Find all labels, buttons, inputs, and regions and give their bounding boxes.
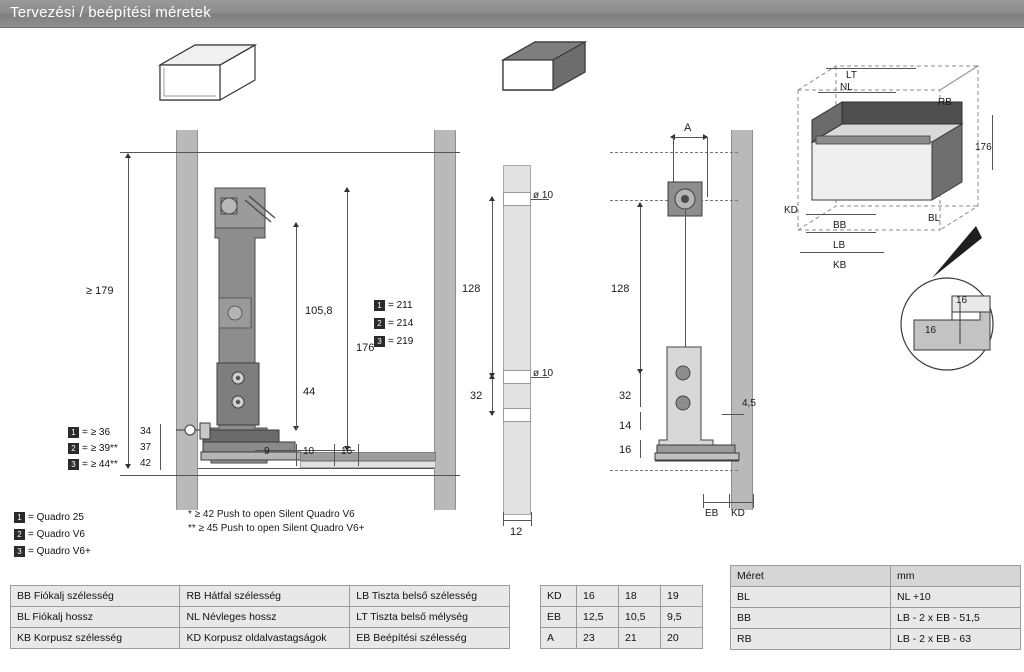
size-cell: RB bbox=[731, 629, 891, 650]
panel-front-view bbox=[503, 165, 531, 515]
cabinet-wall-right bbox=[434, 130, 456, 510]
front-pin-detail bbox=[176, 418, 226, 442]
kd-cell: 23 bbox=[577, 628, 619, 649]
badge-2: 2 bbox=[374, 318, 385, 329]
section-mechanism bbox=[655, 345, 745, 475]
dim-179-line bbox=[128, 156, 129, 468]
dim-A-label: A bbox=[684, 122, 692, 134]
iso-BL-label: BL bbox=[928, 213, 941, 224]
iso-BB-label: BB bbox=[833, 220, 847, 231]
glossary-cell: NL Névleges hossz bbox=[180, 607, 350, 628]
section-dash-top bbox=[610, 152, 738, 153]
table-row bbox=[11, 607, 510, 628]
drawer-icon-closed bbox=[495, 38, 590, 108]
iso-NL-label: NL bbox=[840, 82, 853, 93]
legend-label-1: = Quadro 25 bbox=[28, 512, 84, 524]
dim-44-line bbox=[296, 378, 297, 430]
table-row bbox=[11, 586, 510, 607]
variant-height-2 bbox=[374, 318, 413, 329]
hole-lower bbox=[503, 370, 531, 384]
iso-LB-label: LB bbox=[833, 240, 846, 251]
badge-3-left: 3 bbox=[68, 459, 79, 470]
footnote-2: ** ≥ 45 Push to open Silent Quadro V6+ bbox=[188, 523, 365, 534]
size-header-cell: mm bbox=[891, 566, 1021, 587]
eb-kd-line bbox=[703, 502, 753, 503]
badge-2-left: 2 bbox=[68, 443, 79, 454]
kd-cell: 20 bbox=[661, 628, 703, 649]
iso-KD-label: KD bbox=[784, 205, 798, 216]
dim-16-label: 16 bbox=[341, 446, 353, 457]
legend-item-3 bbox=[14, 546, 91, 557]
badge-1: 1 bbox=[374, 300, 385, 311]
sec-dim-16-label: 16 bbox=[619, 444, 632, 456]
mid-dim-32-label: 32 bbox=[470, 390, 483, 402]
dim-42-label: 42 bbox=[140, 458, 152, 469]
label-EB: EB bbox=[705, 508, 719, 519]
variant-left-3 bbox=[68, 459, 118, 470]
footnote-1: * ≥ 42 Push to open Silent Quadro V6 bbox=[188, 509, 355, 520]
dim-10-label: 10 bbox=[303, 446, 315, 457]
variant-left-2 bbox=[68, 443, 118, 454]
variant-height-1 bbox=[374, 300, 413, 311]
size-header-cell: Méret bbox=[731, 566, 891, 587]
detail-16-a: 16 bbox=[956, 295, 968, 306]
variant-height-3 bbox=[374, 336, 413, 347]
table-row bbox=[731, 587, 1021, 608]
variant-height-3-value: = 219 bbox=[388, 336, 414, 348]
hole-1-label: ø 10 bbox=[533, 190, 554, 201]
glossary-cell: RB Hátfal szélesség bbox=[180, 586, 350, 607]
mid-dim-128-line bbox=[492, 199, 493, 377]
legend-item-1 bbox=[14, 512, 84, 523]
mid-dim-12-label: 12 bbox=[510, 526, 523, 538]
glossary-cell: KB Korpusz szélesség bbox=[11, 628, 180, 649]
iso-176-label: 176 bbox=[975, 142, 992, 153]
kd-cell: 21 bbox=[619, 628, 661, 649]
sideview-top-line bbox=[120, 152, 460, 153]
kd-cell: 10,5 bbox=[619, 607, 661, 628]
variant-left-1 bbox=[68, 427, 110, 438]
size-cell: LB - 2 x EB - 51,5 bbox=[891, 608, 1021, 629]
dim-176-label: 176 bbox=[356, 342, 375, 354]
iso-RB-label: RB bbox=[938, 97, 952, 108]
dim-A-line bbox=[673, 137, 707, 138]
hole-upper bbox=[503, 192, 531, 206]
mid-dim-32-line bbox=[492, 377, 493, 415]
kd-cell: 12,5 bbox=[577, 607, 619, 628]
hole-bottom bbox=[503, 408, 531, 422]
dim-34-37-42-line bbox=[160, 424, 161, 470]
glossary-cell: BL Fiókalj hossz bbox=[11, 607, 180, 628]
sec-dim-32-line bbox=[640, 373, 641, 407]
detail-leader bbox=[930, 222, 990, 282]
iso-KB-label: KB bbox=[833, 260, 847, 271]
table-header-row bbox=[731, 566, 1021, 587]
dim-37-label: 37 bbox=[140, 442, 152, 453]
badge-legend-1: 1 bbox=[14, 512, 25, 523]
badge-legend-2: 2 bbox=[14, 529, 25, 540]
table-row bbox=[541, 586, 703, 607]
section-bracket-top bbox=[664, 178, 710, 228]
iso-detail-callout bbox=[890, 272, 1005, 372]
kd-cell: 16 bbox=[577, 586, 619, 607]
table-row bbox=[731, 608, 1021, 629]
legend-label-2: = Quadro V6 bbox=[28, 529, 85, 541]
legend-item-2 bbox=[14, 529, 85, 540]
glossary-cell: LT Tiszta belső mélység bbox=[350, 607, 510, 628]
table-row bbox=[11, 628, 510, 649]
kd-cell: 18 bbox=[619, 586, 661, 607]
size-cell: BL bbox=[731, 587, 891, 608]
size-cell: BB bbox=[731, 608, 891, 629]
glossary-cell: LB Tiszta belső szélesség bbox=[350, 586, 510, 607]
size-cell: LB - 2 x EB - 63 bbox=[891, 629, 1021, 650]
mid-dim-12-line bbox=[503, 520, 531, 521]
dim-34-label: 34 bbox=[140, 426, 152, 437]
table-row bbox=[541, 628, 703, 649]
variant-left-1-value: = ≥ 36 bbox=[82, 427, 111, 439]
drawer-runner-base bbox=[300, 461, 436, 468]
detail-16-b: 16 bbox=[925, 325, 937, 336]
kd-row-label: A bbox=[541, 628, 577, 649]
badge-1-left: 1 bbox=[68, 427, 79, 438]
variant-left-2-value: = ≥ 39** bbox=[82, 443, 118, 455]
variant-height-2-value: = 214 bbox=[388, 318, 414, 330]
sec-dim-128-label: 128 bbox=[611, 283, 630, 295]
dim-179-label: ≥ 179 bbox=[86, 285, 114, 297]
variant-height-1-value: = 211 bbox=[388, 300, 413, 312]
page-title: Tervezési / beépítési méretek bbox=[10, 4, 211, 21]
page-header bbox=[0, 0, 1024, 28]
kd-row-label: EB bbox=[541, 607, 577, 628]
drawer-icon-open bbox=[150, 40, 260, 115]
sec-dim-128-line bbox=[640, 205, 641, 373]
glossary-cell: EB Beépítési szélesség bbox=[350, 628, 510, 649]
dim-176-line bbox=[347, 190, 348, 450]
table-row bbox=[731, 629, 1021, 650]
dim-44-label: 44 bbox=[303, 386, 316, 398]
glossary-table bbox=[10, 585, 510, 649]
kd-cell: 9,5 bbox=[661, 607, 703, 628]
badge-legend-3: 3 bbox=[14, 546, 25, 557]
glossary-cell: BB Fiókalj szélesség bbox=[11, 586, 180, 607]
iso-LT-label: LT bbox=[846, 70, 857, 81]
dim-9-label: 9 bbox=[264, 446, 270, 457]
table-row bbox=[541, 607, 703, 628]
hole-2-label: ø 10 bbox=[533, 368, 554, 379]
sec-dim-14-label: 14 bbox=[619, 420, 632, 432]
label-KD: KD bbox=[731, 508, 745, 519]
legend-label-3: = Quadro V6+ bbox=[28, 546, 91, 558]
badge-3: 3 bbox=[374, 336, 385, 347]
glossary-cell: KD Korpusz oldalvastagságok bbox=[180, 628, 350, 649]
kd-row-label: KD bbox=[541, 586, 577, 607]
size-cell: NL +10 bbox=[891, 587, 1021, 608]
variant-left-3-value: = ≥ 44** bbox=[82, 459, 118, 471]
mid-dim-128-label: 128 bbox=[462, 283, 481, 295]
size-table bbox=[730, 565, 1021, 650]
drawer-runner bbox=[300, 452, 436, 461]
cabinet-wall-left bbox=[176, 130, 198, 510]
dim-1058-label: 105,8 bbox=[305, 305, 333, 317]
sec-dim-32-label: 32 bbox=[619, 390, 632, 402]
sec-dim-45-label: 4,5 bbox=[742, 398, 756, 409]
kd-table bbox=[540, 585, 703, 649]
kd-cell: 19 bbox=[661, 586, 703, 607]
